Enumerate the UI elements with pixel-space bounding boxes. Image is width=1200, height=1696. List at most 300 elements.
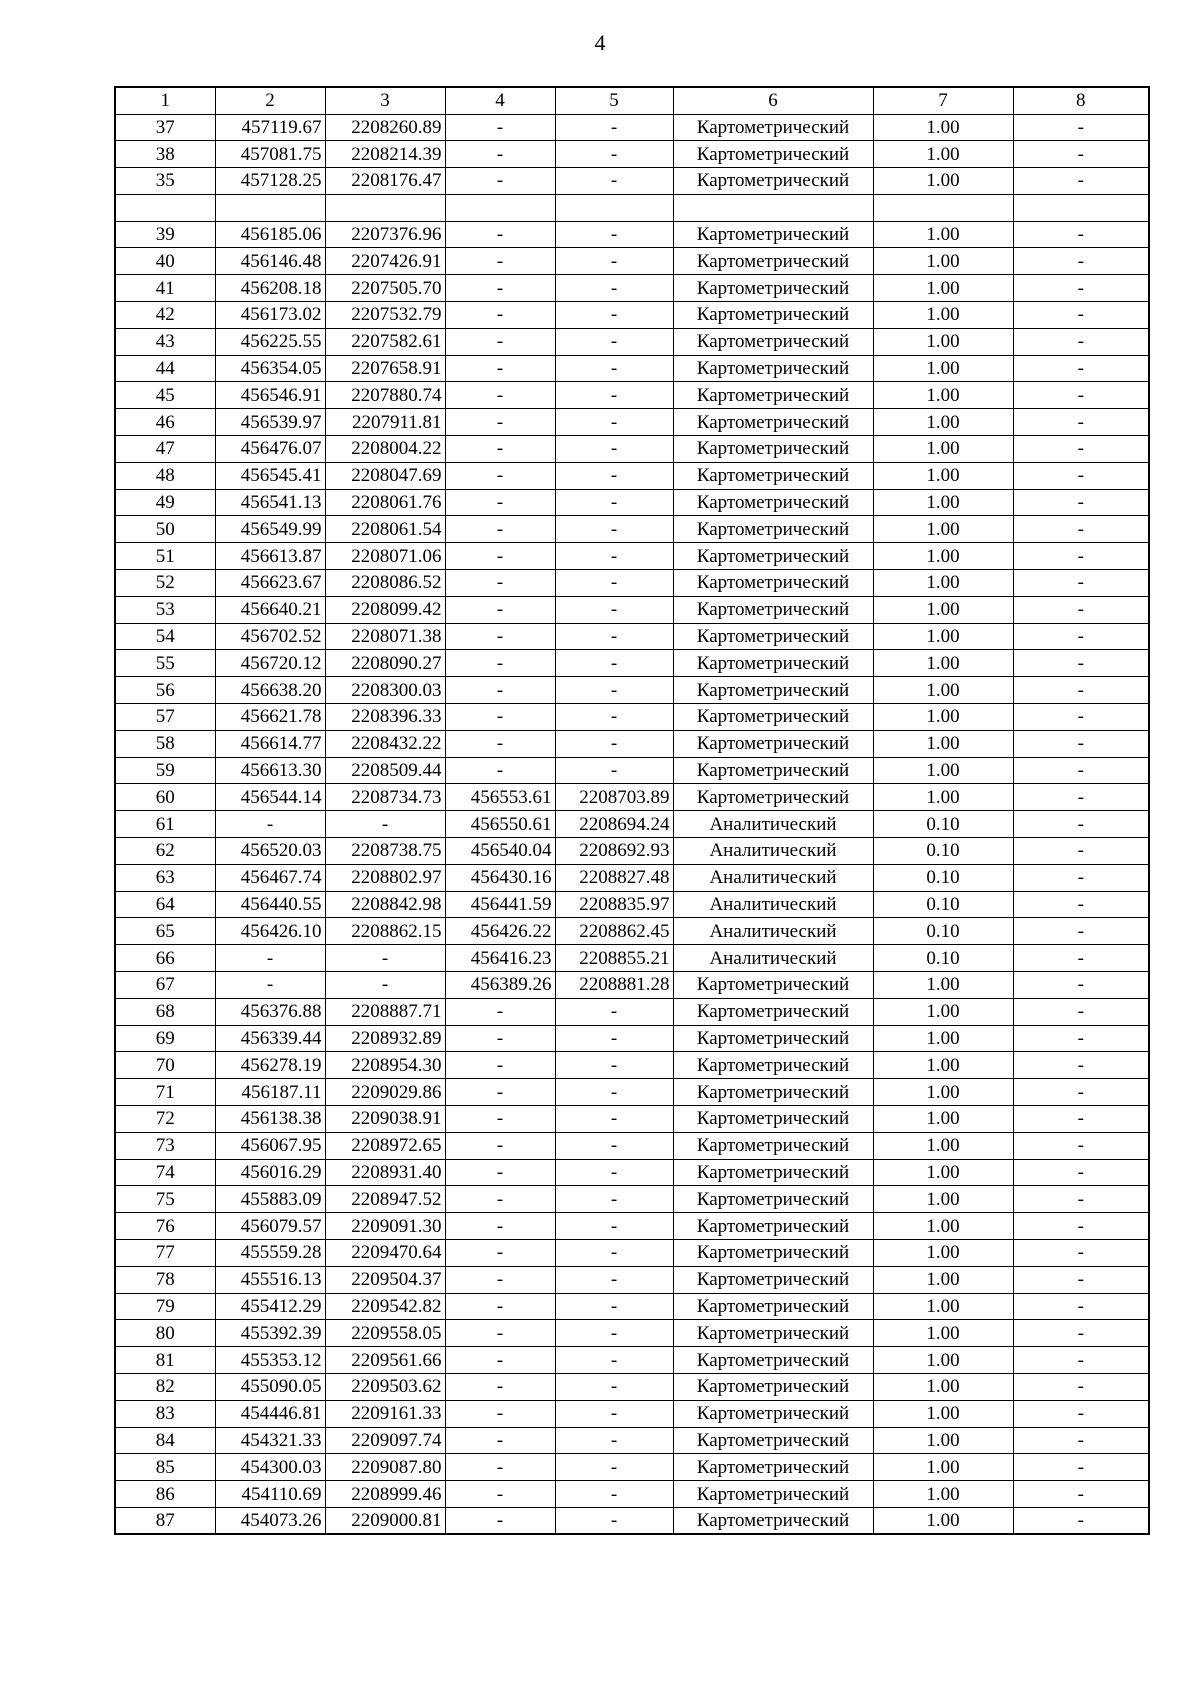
coordinates-table bbox=[114, 86, 1150, 1535]
cell-method: Картометрический bbox=[673, 998, 873, 1025]
table-row bbox=[115, 1213, 1149, 1240]
cell-x-coordinate: 455412.29 bbox=[215, 1293, 325, 1320]
cell-accuracy: 1.00 bbox=[873, 1079, 1013, 1106]
cell-y-new: 2208835.97 bbox=[555, 891, 673, 918]
cell-x-coordinate: 456138.38 bbox=[215, 1105, 325, 1132]
cell-note: - bbox=[1013, 570, 1149, 597]
table-row bbox=[115, 248, 1149, 275]
cell-x-coordinate: 456546.91 bbox=[215, 382, 325, 409]
table-header-row bbox=[115, 87, 1149, 114]
cell-accuracy: 1.00 bbox=[873, 972, 1013, 999]
cell-x-coordinate: 455392.39 bbox=[215, 1320, 325, 1347]
cell-note: - bbox=[1013, 784, 1149, 811]
table-row bbox=[115, 436, 1149, 463]
column-header: 1 bbox=[115, 87, 215, 114]
cell-y-new: - bbox=[555, 704, 673, 731]
cell-y-new: - bbox=[555, 730, 673, 757]
cell-y-new: - bbox=[555, 382, 673, 409]
cell-y-coordinate bbox=[325, 194, 445, 221]
cell-point-number: 70 bbox=[115, 1052, 215, 1079]
cell-method: Картометрический bbox=[673, 516, 873, 543]
cell-method: Картометрический bbox=[673, 382, 873, 409]
table-row bbox=[115, 275, 1149, 302]
table-row bbox=[115, 1427, 1149, 1454]
cell-method: Картометрический bbox=[673, 784, 873, 811]
cell-note: - bbox=[1013, 918, 1149, 945]
cell-x-new: 456550.61 bbox=[445, 811, 555, 838]
cell-x-coordinate: 457119.67 bbox=[215, 114, 325, 141]
cell-accuracy: 1.00 bbox=[873, 730, 1013, 757]
page-number: 4 bbox=[594, 30, 606, 55]
cell-x-coordinate: 455559.28 bbox=[215, 1239, 325, 1266]
cell-x-new: - bbox=[445, 998, 555, 1025]
cell-y-new: - bbox=[555, 221, 673, 248]
cell-x-coordinate: 454073.26 bbox=[215, 1507, 325, 1534]
cell-x-coordinate: 456623.67 bbox=[215, 570, 325, 597]
cell-x-new: - bbox=[445, 543, 555, 570]
cell-x-coordinate: 456613.30 bbox=[215, 757, 325, 784]
cell-x-new: - bbox=[445, 248, 555, 275]
cell-y-new: 2208827.48 bbox=[555, 864, 673, 891]
cell-x-coordinate: 454321.33 bbox=[215, 1427, 325, 1454]
cell-x-new: - bbox=[445, 1293, 555, 1320]
cell-accuracy: 1.00 bbox=[873, 570, 1013, 597]
cell-y-coordinate: 2208509.44 bbox=[325, 757, 445, 784]
cell-x-new: - bbox=[445, 382, 555, 409]
cell-note: - bbox=[1013, 811, 1149, 838]
cell-x-new: - bbox=[445, 328, 555, 355]
cell-y-coordinate: 2207582.61 bbox=[325, 328, 445, 355]
cell-point-number: 81 bbox=[115, 1347, 215, 1374]
cell-y-new: - bbox=[555, 543, 673, 570]
table-row bbox=[115, 543, 1149, 570]
cell-accuracy: 1.00 bbox=[873, 302, 1013, 329]
cell-y-new: 2208692.93 bbox=[555, 838, 673, 865]
cell-method: Картометрический bbox=[673, 489, 873, 516]
cell-y-new: - bbox=[555, 1159, 673, 1186]
cell-y-new: - bbox=[555, 570, 673, 597]
cell-y-new: - bbox=[555, 489, 673, 516]
cell-method: Картометрический bbox=[673, 1293, 873, 1320]
cell-method: Картометрический bbox=[673, 757, 873, 784]
cell-accuracy: 1.00 bbox=[873, 704, 1013, 731]
cell-y-coordinate: 2209091.30 bbox=[325, 1213, 445, 1240]
table-row bbox=[115, 838, 1149, 865]
cell-point-number: 46 bbox=[115, 409, 215, 436]
cell-x-new: - bbox=[445, 1079, 555, 1106]
cell-accuracy: 1.00 bbox=[873, 489, 1013, 516]
cell-x-coordinate: 457081.75 bbox=[215, 141, 325, 168]
cell-method: Картометрический bbox=[673, 704, 873, 731]
cell-x-coordinate: 456440.55 bbox=[215, 891, 325, 918]
cell-accuracy: 1.00 bbox=[873, 409, 1013, 436]
table-row bbox=[115, 355, 1149, 382]
cell-accuracy: 1.00 bbox=[873, 998, 1013, 1025]
cell-accuracy: 1.00 bbox=[873, 650, 1013, 677]
cell-x-coordinate: 455090.05 bbox=[215, 1373, 325, 1400]
cell-point-number: 43 bbox=[115, 328, 215, 355]
cell-x-coordinate: 456720.12 bbox=[215, 650, 325, 677]
cell-x-new: - bbox=[445, 757, 555, 784]
cell-x-coordinate: 456621.78 bbox=[215, 704, 325, 731]
cell-method bbox=[673, 194, 873, 221]
cell-note: - bbox=[1013, 462, 1149, 489]
cell-point-number: 68 bbox=[115, 998, 215, 1025]
cell-y-new: - bbox=[555, 1186, 673, 1213]
cell-note: - bbox=[1013, 1400, 1149, 1427]
cell-y-coordinate: 2207911.81 bbox=[325, 409, 445, 436]
cell-y-new: 2208703.89 bbox=[555, 784, 673, 811]
table-row bbox=[115, 596, 1149, 623]
cell-y-new: - bbox=[555, 355, 673, 382]
cell-note: - bbox=[1013, 489, 1149, 516]
cell-y-new: - bbox=[555, 1400, 673, 1427]
cell-y-coordinate: 2208802.97 bbox=[325, 864, 445, 891]
cell-x-new: - bbox=[445, 1347, 555, 1374]
cell-x-new: - bbox=[445, 596, 555, 623]
cell-y-coordinate: 2209558.05 bbox=[325, 1320, 445, 1347]
cell-y-new: - bbox=[555, 462, 673, 489]
table-row bbox=[115, 1159, 1149, 1186]
cell-y-coordinate: 2209038.91 bbox=[325, 1105, 445, 1132]
cell-y-coordinate: 2208071.06 bbox=[325, 543, 445, 570]
cell-point-number: 71 bbox=[115, 1079, 215, 1106]
cell-method: Картометрический bbox=[673, 1213, 873, 1240]
cell-x-new: 456540.04 bbox=[445, 838, 555, 865]
cell-point-number: 76 bbox=[115, 1213, 215, 1240]
cell-x-new: - bbox=[445, 114, 555, 141]
cell-note: - bbox=[1013, 409, 1149, 436]
cell-y-new: - bbox=[555, 1320, 673, 1347]
cell-accuracy: 1.00 bbox=[873, 221, 1013, 248]
cell-y-new: - bbox=[555, 1347, 673, 1374]
cell-point-number: 51 bbox=[115, 543, 215, 570]
cell-accuracy: 1.00 bbox=[873, 462, 1013, 489]
cell-note: - bbox=[1013, 677, 1149, 704]
cell-method: Картометрический bbox=[673, 114, 873, 141]
table-row bbox=[115, 784, 1149, 811]
cell-method: Картометрический bbox=[673, 1159, 873, 1186]
cell-x-new: - bbox=[445, 677, 555, 704]
cell-method: Картометрический bbox=[673, 248, 873, 275]
cell-y-coordinate: 2209504.37 bbox=[325, 1266, 445, 1293]
cell-y-new: - bbox=[555, 141, 673, 168]
table-row bbox=[115, 623, 1149, 650]
cell-y-new: - bbox=[555, 1481, 673, 1508]
cell-method: Картометрический bbox=[673, 543, 873, 570]
cell-y-coordinate: 2209161.33 bbox=[325, 1400, 445, 1427]
cell-note: - bbox=[1013, 1132, 1149, 1159]
cell-method: Картометрический bbox=[673, 1373, 873, 1400]
table-row bbox=[115, 757, 1149, 784]
table-row bbox=[115, 1293, 1149, 1320]
table-row bbox=[115, 1507, 1149, 1534]
cell-y-new: - bbox=[555, 1266, 673, 1293]
cell-accuracy: 1.00 bbox=[873, 1373, 1013, 1400]
cell-point-number: 37 bbox=[115, 114, 215, 141]
cell-accuracy bbox=[873, 194, 1013, 221]
cell-point-number: 39 bbox=[115, 221, 215, 248]
cell-point-number: 79 bbox=[115, 1293, 215, 1320]
cell-x-new: - bbox=[445, 1052, 555, 1079]
cell-x-new: - bbox=[445, 570, 555, 597]
cell-method: Картометрический bbox=[673, 1400, 873, 1427]
cell-x-new: - bbox=[445, 141, 555, 168]
table-row bbox=[115, 194, 1149, 221]
cell-x-new: - bbox=[445, 1266, 555, 1293]
cell-method: Картометрический bbox=[673, 1186, 873, 1213]
cell-point-number: 47 bbox=[115, 436, 215, 463]
cell-method: Картометрический bbox=[673, 650, 873, 677]
cell-y-new: - bbox=[555, 1052, 673, 1079]
cell-x-new: 456553.61 bbox=[445, 784, 555, 811]
cell-y-coordinate: 2208734.73 bbox=[325, 784, 445, 811]
cell-point-number: 74 bbox=[115, 1159, 215, 1186]
cell-y-coordinate: 2207880.74 bbox=[325, 382, 445, 409]
table-row bbox=[115, 1481, 1149, 1508]
cell-note: - bbox=[1013, 382, 1149, 409]
cell-y-coordinate: 2208047.69 bbox=[325, 462, 445, 489]
cell-x-new: - bbox=[445, 650, 555, 677]
cell-y-new: - bbox=[555, 677, 673, 704]
cell-point-number: 44 bbox=[115, 355, 215, 382]
cell-x-new: - bbox=[445, 1159, 555, 1186]
cell-point-number: 54 bbox=[115, 623, 215, 650]
cell-point-number: 35 bbox=[115, 168, 215, 195]
cell-y-coordinate: 2207532.79 bbox=[325, 302, 445, 329]
cell-x-new: - bbox=[445, 489, 555, 516]
cell-x-new: - bbox=[445, 221, 555, 248]
cell-x-coordinate: - bbox=[215, 811, 325, 838]
cell-method: Аналитический bbox=[673, 918, 873, 945]
cell-y-coordinate: 2207376.96 bbox=[325, 221, 445, 248]
cell-point-number: 78 bbox=[115, 1266, 215, 1293]
cell-note: - bbox=[1013, 945, 1149, 972]
table-row bbox=[115, 516, 1149, 543]
cell-accuracy: 1.00 bbox=[873, 248, 1013, 275]
table-row bbox=[115, 811, 1149, 838]
table-row bbox=[115, 168, 1149, 195]
cell-method: Картометрический bbox=[673, 1025, 873, 1052]
cell-y-new: 2208862.45 bbox=[555, 918, 673, 945]
column-header: 6 bbox=[673, 87, 873, 114]
cell-x-new: - bbox=[445, 1481, 555, 1508]
cell-point-number: 59 bbox=[115, 757, 215, 784]
cell-x-coordinate: 456520.03 bbox=[215, 838, 325, 865]
column-header: 5 bbox=[555, 87, 673, 114]
cell-y-coordinate: 2208086.52 bbox=[325, 570, 445, 597]
cell-note: - bbox=[1013, 1266, 1149, 1293]
cell-x-coordinate: 456426.10 bbox=[215, 918, 325, 945]
cell-x-coordinate: 456544.14 bbox=[215, 784, 325, 811]
table-row bbox=[115, 382, 1149, 409]
cell-y-new: - bbox=[555, 168, 673, 195]
cell-note: - bbox=[1013, 1427, 1149, 1454]
table-row bbox=[115, 1132, 1149, 1159]
cell-x-coordinate: 456638.20 bbox=[215, 677, 325, 704]
cell-x-coordinate: 456146.48 bbox=[215, 248, 325, 275]
cell-point-number: 62 bbox=[115, 838, 215, 865]
cell-point-number: 58 bbox=[115, 730, 215, 757]
cell-x-new: - bbox=[445, 1454, 555, 1481]
cell-method: Картометрический bbox=[673, 168, 873, 195]
cell-method: Картометрический bbox=[673, 1507, 873, 1534]
cell-note: - bbox=[1013, 1079, 1149, 1106]
cell-note: - bbox=[1013, 355, 1149, 382]
cell-point-number: 65 bbox=[115, 918, 215, 945]
cell-accuracy: 1.00 bbox=[873, 596, 1013, 623]
cell-method: Картометрический bbox=[673, 596, 873, 623]
cell-method: Картометрический bbox=[673, 1052, 873, 1079]
cell-method: Аналитический bbox=[673, 891, 873, 918]
cell-y-coordinate: 2209561.66 bbox=[325, 1347, 445, 1374]
cell-accuracy: 1.00 bbox=[873, 355, 1013, 382]
cell-y-new: - bbox=[555, 1079, 673, 1106]
cell-point-number: 85 bbox=[115, 1454, 215, 1481]
cell-method: Картометрический bbox=[673, 1239, 873, 1266]
cell-y-new: - bbox=[555, 409, 673, 436]
cell-method: Картометрический bbox=[673, 1132, 873, 1159]
cell-x-coordinate: 456376.88 bbox=[215, 998, 325, 1025]
cell-note: - bbox=[1013, 623, 1149, 650]
cell-note: - bbox=[1013, 1052, 1149, 1079]
cell-x-new: 456430.16 bbox=[445, 864, 555, 891]
cell-y-new: - bbox=[555, 1507, 673, 1534]
cell-accuracy: 1.00 bbox=[873, 784, 1013, 811]
cell-note: - bbox=[1013, 275, 1149, 302]
cell-point-number: 73 bbox=[115, 1132, 215, 1159]
cell-note: - bbox=[1013, 864, 1149, 891]
cell-x-coordinate: 455516.13 bbox=[215, 1266, 325, 1293]
cell-note: - bbox=[1013, 1481, 1149, 1508]
cell-accuracy: 1.00 bbox=[873, 436, 1013, 463]
cell-note bbox=[1013, 194, 1149, 221]
cell-note: - bbox=[1013, 838, 1149, 865]
cell-x-coordinate: 455353.12 bbox=[215, 1347, 325, 1374]
cell-accuracy: 1.00 bbox=[873, 757, 1013, 784]
cell-y-new: - bbox=[555, 1293, 673, 1320]
cell-point-number: 84 bbox=[115, 1427, 215, 1454]
cell-accuracy: 1.00 bbox=[873, 1025, 1013, 1052]
cell-accuracy: 1.00 bbox=[873, 168, 1013, 195]
table-row bbox=[115, 864, 1149, 891]
cell-y-coordinate: 2208214.39 bbox=[325, 141, 445, 168]
cell-x-coordinate: 454300.03 bbox=[215, 1454, 325, 1481]
cell-x-coordinate: 454446.81 bbox=[215, 1400, 325, 1427]
cell-note: - bbox=[1013, 248, 1149, 275]
cell-accuracy: 0.10 bbox=[873, 811, 1013, 838]
cell-accuracy: 1.00 bbox=[873, 1132, 1013, 1159]
cell-y-coordinate: - bbox=[325, 972, 445, 999]
cell-method: Картометрический bbox=[673, 1266, 873, 1293]
cell-x-new: - bbox=[445, 1213, 555, 1240]
cell-y-coordinate: 2208061.76 bbox=[325, 489, 445, 516]
cell-accuracy: 1.00 bbox=[873, 1347, 1013, 1374]
cell-point-number: 41 bbox=[115, 275, 215, 302]
cell-accuracy: 1.00 bbox=[873, 1293, 1013, 1320]
column-header: 8 bbox=[1013, 87, 1149, 114]
cell-accuracy: 1.00 bbox=[873, 114, 1013, 141]
cell-method: Картометрический bbox=[673, 1481, 873, 1508]
cell-x-new: - bbox=[445, 409, 555, 436]
cell-y-new: - bbox=[555, 998, 673, 1025]
cell-y-coordinate: 2208432.22 bbox=[325, 730, 445, 757]
cell-method: Картометрический bbox=[673, 141, 873, 168]
cell-y-new bbox=[555, 194, 673, 221]
cell-y-coordinate: 2209000.81 bbox=[325, 1507, 445, 1534]
cell-point-number: 55 bbox=[115, 650, 215, 677]
cell-y-coordinate: 2208061.54 bbox=[325, 516, 445, 543]
cell-x-coordinate: 456467.74 bbox=[215, 864, 325, 891]
table-row bbox=[115, 114, 1149, 141]
cell-x-coordinate: 456278.19 bbox=[215, 1052, 325, 1079]
cell-y-coordinate: 2208396.33 bbox=[325, 704, 445, 731]
cell-note: - bbox=[1013, 221, 1149, 248]
cell-accuracy: 1.00 bbox=[873, 623, 1013, 650]
cell-x-coordinate: 456541.13 bbox=[215, 489, 325, 516]
cell-x-new: - bbox=[445, 1239, 555, 1266]
cell-note: - bbox=[1013, 328, 1149, 355]
cell-y-coordinate: 2208862.15 bbox=[325, 918, 445, 945]
table-row bbox=[115, 1454, 1149, 1481]
cell-x-coordinate: - bbox=[215, 972, 325, 999]
cell-y-new: - bbox=[555, 1239, 673, 1266]
cell-note: - bbox=[1013, 704, 1149, 731]
cell-x-coordinate: 456613.87 bbox=[215, 543, 325, 570]
cell-x-new: - bbox=[445, 168, 555, 195]
table-row bbox=[115, 704, 1149, 731]
cell-x-new: - bbox=[445, 1186, 555, 1213]
cell-method: Аналитический bbox=[673, 864, 873, 891]
cell-point-number: 86 bbox=[115, 1481, 215, 1508]
cell-accuracy: 0.10 bbox=[873, 945, 1013, 972]
cell-y-new: - bbox=[555, 623, 673, 650]
cell-note: - bbox=[1013, 1239, 1149, 1266]
cell-method: Картометрический bbox=[673, 1320, 873, 1347]
table-row bbox=[115, 302, 1149, 329]
cell-note: - bbox=[1013, 1454, 1149, 1481]
cell-point-number: 64 bbox=[115, 891, 215, 918]
cell-point-number: 45 bbox=[115, 382, 215, 409]
cell-x-coordinate: 456067.95 bbox=[215, 1132, 325, 1159]
cell-x-coordinate: 456539.97 bbox=[215, 409, 325, 436]
cell-y-new: - bbox=[555, 1132, 673, 1159]
cell-x-new: - bbox=[445, 1427, 555, 1454]
cell-point-number: 80 bbox=[115, 1320, 215, 1347]
cell-y-coordinate: 2209503.62 bbox=[325, 1373, 445, 1400]
cell-x-coordinate: 454110.69 bbox=[215, 1481, 325, 1508]
cell-x-new: 456416.23 bbox=[445, 945, 555, 972]
cell-y-new: - bbox=[555, 114, 673, 141]
cell-y-new: - bbox=[555, 275, 673, 302]
cell-y-new: - bbox=[555, 1105, 673, 1132]
cell-y-new: - bbox=[555, 757, 673, 784]
cell-method: Картометрический bbox=[673, 570, 873, 597]
cell-y-coordinate: 2209470.64 bbox=[325, 1239, 445, 1266]
cell-point-number: 50 bbox=[115, 516, 215, 543]
cell-accuracy: 1.00 bbox=[873, 1427, 1013, 1454]
cell-note: - bbox=[1013, 516, 1149, 543]
cell-accuracy: 1.00 bbox=[873, 1105, 1013, 1132]
cell-accuracy: 1.00 bbox=[873, 543, 1013, 570]
cell-method: Картометрический bbox=[673, 623, 873, 650]
cell-x-new: - bbox=[445, 1132, 555, 1159]
cell-x-coordinate: 456187.11 bbox=[215, 1079, 325, 1106]
cell-point-number: 40 bbox=[115, 248, 215, 275]
cell-method: Картометрический bbox=[673, 1454, 873, 1481]
cell-y-coordinate: - bbox=[325, 811, 445, 838]
cell-point-number: 66 bbox=[115, 945, 215, 972]
